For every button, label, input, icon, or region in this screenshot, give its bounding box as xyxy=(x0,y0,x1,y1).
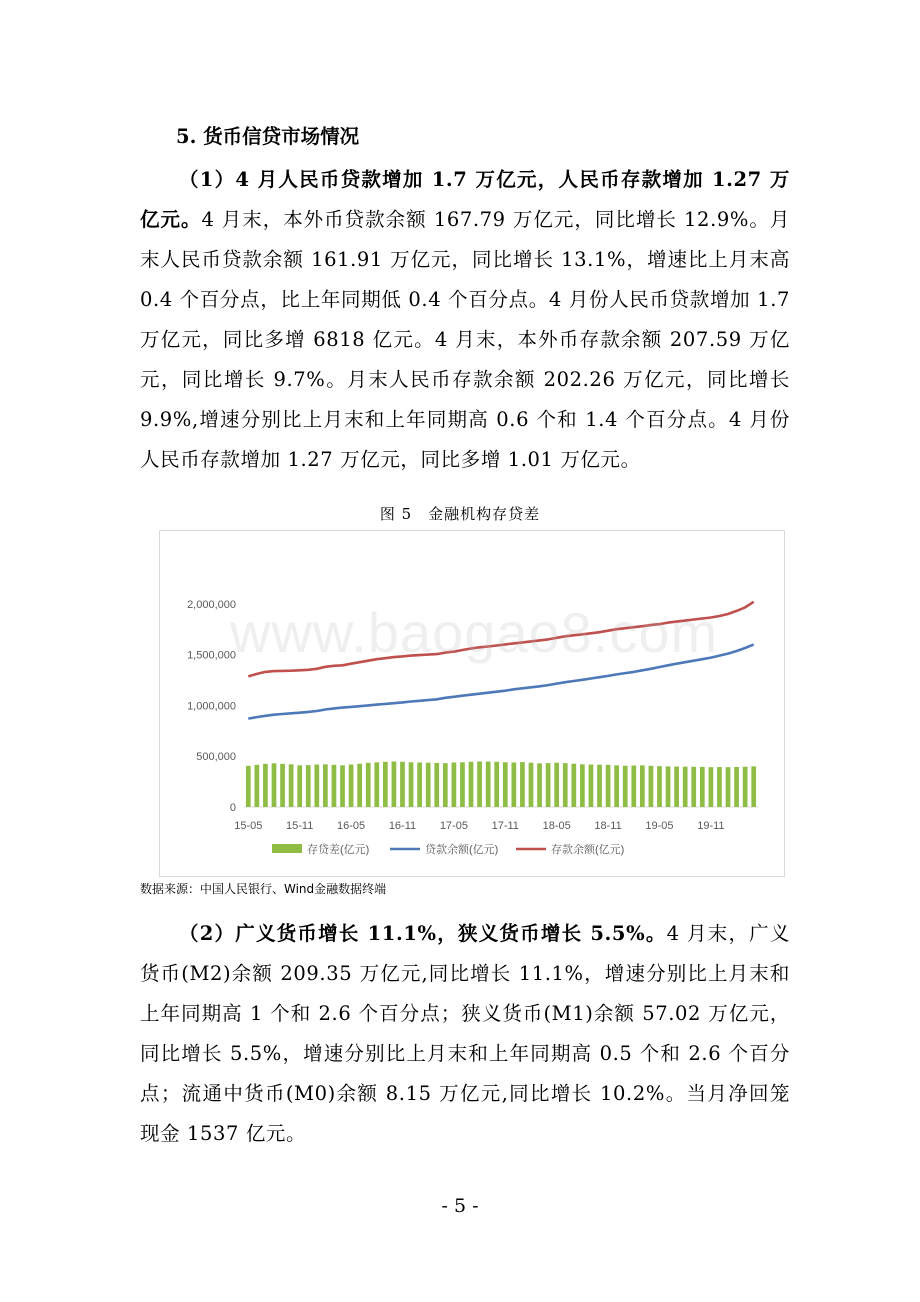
gap-bar xyxy=(263,764,268,807)
gap-bar xyxy=(452,762,457,807)
gap-bar xyxy=(734,767,739,807)
gap-bar xyxy=(417,762,422,807)
gap-bar xyxy=(409,762,414,807)
gap-bar xyxy=(674,767,679,807)
gap-bar xyxy=(246,766,251,807)
gap-bar xyxy=(614,765,619,807)
gap-bar xyxy=(400,762,405,807)
x-tick-label: 19-11 xyxy=(697,820,725,832)
paragraph-lead: （2）广义货币增长 11.1%，狭义货币增长 5.5%。 xyxy=(179,922,667,945)
watermark: www.baogao8.com xyxy=(230,601,719,664)
y-tick-label: 1,000,000 xyxy=(187,700,236,713)
gap-bar xyxy=(443,763,448,807)
gap-bar xyxy=(272,763,277,807)
y-tick-label: 0 xyxy=(229,802,236,814)
gap-bar xyxy=(306,765,311,807)
paragraph-loans-deposits xyxy=(140,160,790,480)
gap-bar xyxy=(323,764,328,807)
legend-label: 贷款余额(亿元) xyxy=(425,844,499,856)
gap-bar xyxy=(649,766,654,807)
gap-bar xyxy=(571,764,576,807)
gap-bar xyxy=(743,767,748,807)
gap-bar xyxy=(623,766,628,807)
gap-bar xyxy=(597,765,602,807)
paragraph-money-supply xyxy=(140,914,790,1154)
gap-bar xyxy=(640,765,645,807)
x-tick-label: 18-11 xyxy=(594,820,622,832)
gap-bar xyxy=(589,765,594,807)
section-heading: 5. 货币信贷市场情况 xyxy=(176,125,360,148)
chart-frame xyxy=(159,530,785,877)
gap-bar xyxy=(297,765,302,807)
gap-bar xyxy=(580,764,585,807)
gap-bar xyxy=(494,762,499,807)
gap-bar xyxy=(374,762,379,807)
gap-bar xyxy=(717,767,722,807)
gap-bar xyxy=(314,765,319,807)
gap-bar xyxy=(332,765,337,807)
y-tick-label: 1,500,000 xyxy=(187,649,236,662)
gap-bar xyxy=(709,767,714,807)
gap-bar xyxy=(254,765,259,807)
gap-bar xyxy=(537,763,542,807)
legend-swatch-gap xyxy=(272,844,302,853)
gap-bar xyxy=(657,766,662,807)
gap-bar xyxy=(469,762,474,807)
gap-bar xyxy=(460,762,465,807)
x-tick-label: 18-05 xyxy=(542,820,571,832)
data-source-note: 数据来源：中国人民银行、Wind金融数据终端 xyxy=(140,882,387,896)
legend-label: 存款余额(亿元) xyxy=(551,844,625,856)
page-number: - 5 - xyxy=(441,1195,479,1217)
gap-bar xyxy=(357,764,362,807)
gap-bar xyxy=(366,763,371,807)
x-tick-label: 19-05 xyxy=(645,820,674,832)
gap-bar xyxy=(477,761,482,807)
gap-bar xyxy=(289,764,294,807)
gap-bar xyxy=(691,767,696,807)
y-tick-label: 500,000 xyxy=(196,751,236,764)
gap-bar xyxy=(563,763,568,807)
gap-bar xyxy=(503,762,508,807)
gap-bar xyxy=(726,767,731,807)
legend-label: 存贷差(亿元) xyxy=(307,844,370,856)
gap-bar xyxy=(520,762,525,807)
gap-bar xyxy=(392,761,397,807)
gap-bar xyxy=(529,763,534,807)
x-tick-label: 17-11 xyxy=(491,820,519,832)
gap-bar xyxy=(486,762,491,807)
gap-bar xyxy=(683,767,688,807)
gap-bar xyxy=(666,766,671,807)
gap-bar xyxy=(383,762,388,807)
gap-bar xyxy=(511,762,516,807)
paragraph-body: 4 月末，本外币贷款余额 167.79 万亿元，同比增长 12.9%。月末人民币贷款余额 161.91 万亿元，同比增长 13.1%，增速比上月末高 0.4 个百分点，比上年同期低 0.4 个百分点。4 月份人民币贷款增加 1.7 万亿元，同比多增 6818 亿元。4 月末，本外币存款余额 207.59 万亿元，同比增长 9.7%。月末人民币存款余额 202.26 万亿元，同比增长 9.9%,增速分别比上月末和上年同期高 0.6 个和 1.4 个百分点。4 月份人民币存款增加 1.27 万亿元，同比多增 1.01 万亿元。 xyxy=(140,208,790,471)
paragraph-body: 4 月末，广义货币(M2)余额 209.35 万亿元,同比增长 11.1%，增速分别比上月末和上年同期高 1 个和 2.6 个百分点；狭义货币(M1)余额 57.02 万亿元，同比增长 5.5%，增速分别比上月末和上年同期高 0.5 个和 2.6 个百分点；流通中货币(M0)余额 8.15 万亿元,同比增长 10.2%。当月净回笼现金 1537 亿元。 xyxy=(140,922,790,1145)
x-tick-label: 16-05 xyxy=(337,820,366,832)
gap-bar xyxy=(426,763,431,807)
gap-bar xyxy=(631,766,636,807)
x-tick-label: 17-05 xyxy=(439,820,468,832)
gap-bar xyxy=(546,763,551,807)
deposit-loan-gap-chart xyxy=(160,531,784,876)
figure-caption: 图 5 金融机构存贷差 xyxy=(379,505,541,523)
y-tick-label: 2,000,000 xyxy=(187,598,236,611)
gap-bar xyxy=(751,766,756,807)
gap-bar xyxy=(434,763,439,807)
gap-bar xyxy=(280,764,285,807)
x-tick-label: 15-11 xyxy=(286,820,314,832)
x-tick-label: 15-05 xyxy=(234,820,263,832)
gap-bar xyxy=(700,767,705,807)
x-tick-label: 16-11 xyxy=(388,820,417,832)
gap-bar xyxy=(340,765,345,807)
paragraph-lead: （1）4 月人民币贷款增加 1.7 万亿元，人民币存款增加 1.27 万亿元。 xyxy=(140,168,790,231)
gap-bar xyxy=(606,765,611,807)
gap-bar xyxy=(554,763,559,807)
gap-bar xyxy=(349,765,354,807)
